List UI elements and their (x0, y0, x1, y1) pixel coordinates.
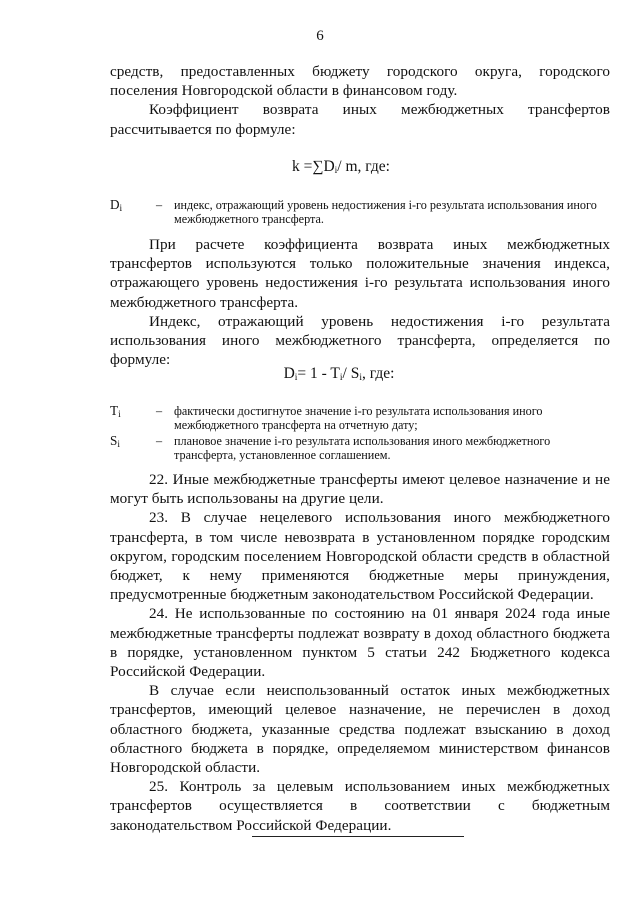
page-number: 6 (316, 28, 324, 44)
formula-k (0, 157, 640, 176)
middle-paragraph-block (110, 235, 610, 369)
formula-k-rhs: / m, где: (337, 158, 390, 175)
definition-t-dash: – (156, 404, 163, 418)
end-divider-line (252, 836, 464, 837)
formula-d-mid: = 1 - T (297, 365, 340, 382)
top-paragraph: средств, предоставленных бюджету городского округа, городского поселения Новгородской области в финансовом году. (110, 63, 610, 100)
clause-24: 24. Не использованные по состоянию на 01 января 2024 года иные межбюджетные трансферты подлежат возврату в доход областного бюджета в порядке, установленном пунктом 5 статьи 242 Бюджетного кодекса Российской Федерации. (110, 605, 610, 681)
formula-k-sub: i (334, 166, 338, 176)
formula-k-lhs: k = (292, 158, 313, 175)
clause-24-continuation: В случае если неиспользованный остаток иных межбюджетных трансфертов, имеющий целевое назначение, не перечислен в доход областного бюджета, указанные средства подлежат взысканию в доход областного бюджета в порядке, определяемом министерством финансов Новгородской области. (110, 682, 610, 777)
index-definition-paragraph: Индекс, отражающий уровень недостижения i-го результата использования иного межбюджетного трансферта, определяется по формуле: (110, 312, 610, 369)
formula-d: $D_i= 1 - T_i/$ $S_i$, где: (283, 365, 395, 383)
formula-d-end: , где: (361, 365, 395, 382)
definition-s-symbol: $S_i$ (110, 433, 120, 450)
clauses-block (110, 470, 610, 835)
definition-s-text: плановое значение i-го результата использования иного межбюджетного трансферта, установленное соглашением. (174, 434, 551, 463)
coef-intro-paragraph: Коэффициент возврата иных межбюджетных трансфертов рассчитывается по формуле: (110, 101, 610, 138)
clause-22: 22. Иные межбюджетные трансферты имеют целевое назначение и не могут быть использованы на другие цели. (110, 471, 610, 508)
clause-23: 23. В случае нецелевого использования иного межбюджетного трансферта, в том числе невозврата в установленном порядке городским округом, городским поселением Новгородской области средств в областной бюджет, к нему применяются бюджетные меры принуждения, предусмотренные бюджетным законодательством Российской Федерации. (110, 509, 610, 604)
clause-25: 25. Контроль за целевым использованием иных межбюджетных трансфертов осуществляется в соответствии с бюджетным законодательством Российской Федерации. (110, 778, 610, 834)
definition-d-symbol: $D_i$ (110, 197, 123, 214)
definition-s-dash: – (156, 434, 163, 448)
definition-d-dash: – (156, 198, 163, 212)
top-paragraph-block (110, 62, 610, 139)
positive-values-paragraph: При расчете коэффициента возврата иных межбюджетных трансфертов используются только положительные значения индекса, отражающего уровень недостижения i-го результата использования иного межбюджетного трансферта. (110, 236, 610, 311)
definition-t-symbol: $T_i$ (110, 403, 121, 420)
definition-t-text: фактически достигнутое значение i-го результата использования иного межбюджетного трансферта на отчетную дату; (174, 404, 543, 433)
formula-d-slash: / S (342, 365, 360, 382)
formula-k-sum: ∑D (312, 158, 335, 175)
definition-d-text: индекс, отражающий уровень недостижения i-го результата использования иного межбюджетного трансферта. (174, 198, 597, 227)
formula-d-symbol: D (283, 365, 295, 382)
